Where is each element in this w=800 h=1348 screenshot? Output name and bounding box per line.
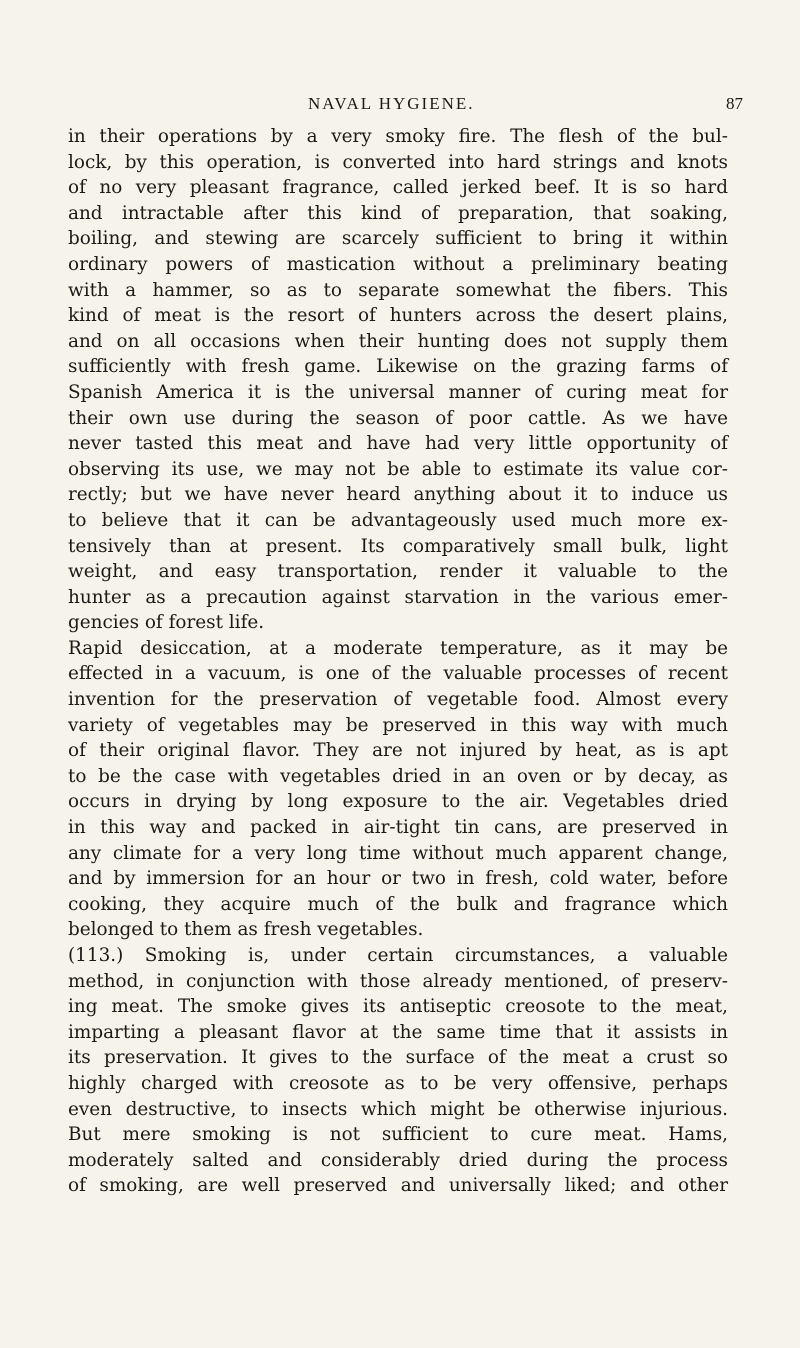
text-line: in this way and packed in air-tight tin cans, are preserved in	[68, 817, 728, 839]
text-line-paragraph-end: gencies of forest life.	[68, 612, 265, 634]
text-line: ing meat. The smoke gives its antiseptic creosote to the meat,	[68, 996, 728, 1018]
text-line-paragraph-start: (113.) Smoking is, under certain circumstances, a valuable	[68, 945, 728, 966]
text-line: effected in a vacuum, is one of the valuable processes of recent	[68, 663, 728, 685]
text-line: their own use during the season of poor cattle. As we have	[68, 407, 728, 429]
text-line-paragraph-end: belonged to them as fresh vegetables.	[68, 919, 424, 941]
text-line: to be the case with vegetables dried in an oven or by decay, as	[68, 765, 728, 787]
text-line: boiling, and stewing are scarcely sufficient to bring it within	[68, 228, 728, 250]
text-line: sufficiently with fresh game. Likewise on the grazing farms of	[68, 356, 728, 378]
text-line: and intractable after this kind of preparation, that soaking,	[68, 202, 728, 224]
text-line: moderately salted and considerably dried during the process	[68, 1149, 728, 1171]
text-line: kind of meat is the resort of hunters across the desert plains,	[68, 305, 728, 327]
running-head: NAVAL HYGIENE.	[308, 94, 475, 113]
text-line: and by immersion for an hour or two in fresh, cold water, before	[68, 868, 728, 890]
text-line: Spanish America it is the universal manner of curing meat for	[68, 381, 728, 403]
text-line: of no very pleasant fragrance, called jerked beef. It is so hard	[68, 177, 728, 199]
text-line: rectly; but we have never heard anything about it to induce us	[68, 484, 728, 506]
text-line: and on all occasions when their hunting does not supply them	[68, 330, 728, 352]
text-line: of smoking, are well preserved and universally liked; and other	[68, 1175, 728, 1197]
text-line: even destructive, to insects which might be otherwise injurious.	[68, 1098, 728, 1120]
text-line: any climate for a very long time without much apparent change,	[68, 842, 728, 864]
text-line: imparting a pleasant flavor at the same time that it assists in	[68, 1021, 728, 1043]
text-line-paragraph-start: Rapid desiccation, at a moderate temperature, as it may be	[68, 637, 728, 659]
text-line: with a hammer, so as to separate somewhat the fibers. This	[68, 279, 728, 301]
text-line: variety of vegetables may be preserved in this way with much	[68, 714, 728, 736]
body-text	[68, 124, 728, 1199]
text-line: lock, by this operation, is converted into hard strings and knots	[68, 151, 728, 173]
text-line: of their original flavor. They are not injured by heat, as is apt	[68, 740, 728, 762]
text-line: observing its use, we may not be able to estimate its value cor-	[68, 458, 728, 480]
page-header	[0, 94, 800, 118]
text-line: But mere smoking is not sufficient to cure meat. Hams,	[68, 1124, 728, 1146]
text-line: in their operations by a very smoky fire. The flesh of the bul-	[68, 126, 728, 147]
text-line: occurs in drying by long exposure to the air. Vegetables dried	[68, 791, 728, 813]
text-line: to believe that it can be advantageously used much more ex-	[68, 509, 728, 531]
text-line: tensively than at present. Its comparatively small bulk, light	[68, 535, 728, 557]
text-line: cooking, they acquire much of the bulk and fragrance which	[68, 893, 728, 915]
text-line: method, in conjunction with those already mentioned, of preserv-	[68, 970, 728, 992]
text-line: hunter as a precaution against starvation in the various emer-	[68, 586, 728, 608]
text-line: never tasted this meat and have had very little opportunity of	[68, 433, 728, 455]
page-number: 87	[726, 94, 743, 113]
text-line: ordinary powers of mastication without a preliminary beating	[68, 253, 728, 275]
text-line: its preservation. It gives to the surface of the meat a crust so	[68, 1047, 728, 1069]
text-line: invention for the preservation of vegetable food. Almost every	[68, 689, 728, 711]
text-line: highly charged with creosote as to be very offensive, perhaps	[68, 1072, 728, 1094]
text-line: weight, and easy transportation, render it valuable to the	[68, 561, 728, 583]
